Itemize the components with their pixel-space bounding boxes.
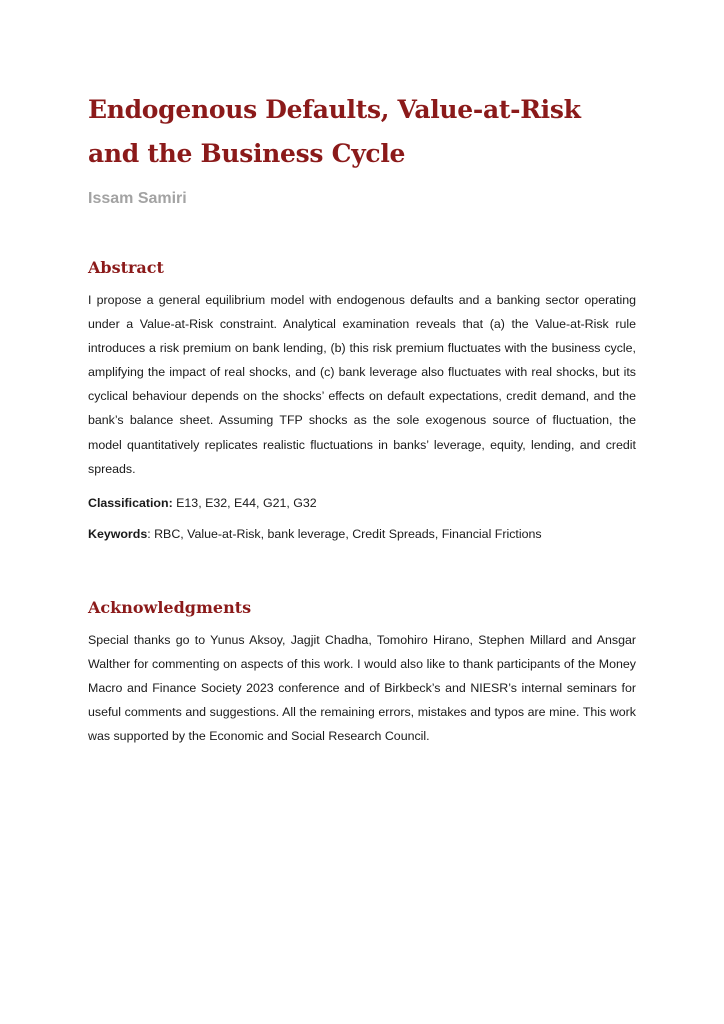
classification-line — [88, 493, 636, 513]
author-name: Issam Samiri — [88, 190, 187, 207]
abstract-text: I propose a general equilibrium model with endogenous defaults and a banking sector operating under a Value-at-Risk constraint. Analytical examination reveals that (a) the Value-at-Risk rule introduces a risk premium on bank lending, (b) this risk premium fluctuates with the business cycle, amplifying the impact of real shocks, and (c) bank leverage also fluctuates with real shocks, but its cyclical behaviour depends on the shocks’ effects on default expectations, credit demand, and the bank’s balance sheet. Assuming TFP shocks as the sole exogenous source of fluctuation, the model quantitatively replicates realistic fluctuations in banks’ leverage, equity, lending, and credit spreads. — [88, 293, 636, 476]
keywords-value: : RBC, Value-at-Risk, bank leverage, Credit Spreads, Financial Frictions — [147, 526, 542, 541]
abstract-heading: Abstract — [88, 258, 164, 277]
keywords-label: Keywords — [88, 526, 148, 541]
keywords-line — [88, 524, 636, 544]
classification-label: Classification: — [88, 495, 173, 510]
acknowledgments-text: Special thanks go to Yunus Aksoy, Jagjit Chadha, Tomohiro Hirano, Stephen Millard and Ansgar Walther for commenting on aspects of this work. I would also like to thank participants of the Money Macro and Finance Society 2023 conference and of Birkbeck’s and NIESR’s internal seminars for useful comments and suggestions. All the remaining errors, mistakes and typos are mine. This work was supported by the Economic and Social Research Council. — [88, 632, 636, 744]
classification-value: E13, E32, E44, G21, G32 — [172, 495, 317, 510]
paper-title: Endogenous Defaults, Value-at-Risk and the Business Cycle — [88, 95, 581, 168]
acknowledgments-heading: Acknowledgments — [88, 597, 252, 617]
paper-content — [88, 88, 636, 748]
